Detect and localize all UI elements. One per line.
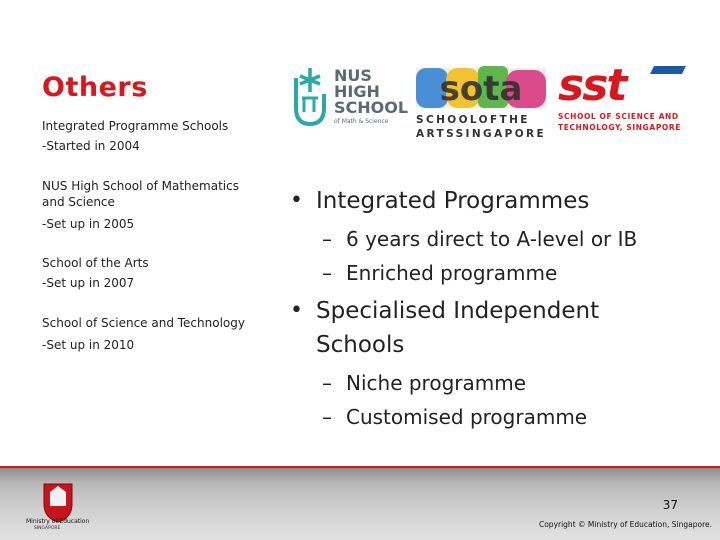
left-item-name: School of the Arts	[42, 256, 149, 270]
left-item-note: -Started in 2004	[42, 139, 140, 153]
nus-high-school-logo	[290, 64, 408, 130]
moe-subtitle: SINGAPORE	[34, 526, 61, 531]
sst-line2: TECHNOLOGY, SINGAPORE	[558, 123, 682, 132]
nus-line3: SCHOOL	[334, 98, 409, 117]
page-number: 37	[662, 498, 678, 512]
nus-emblem-icon	[290, 64, 330, 130]
nus-wordmark	[334, 68, 408, 116]
sub-bullet: – Niche programme	[288, 366, 708, 400]
sst-logo	[556, 62, 688, 138]
left-item-note: -Set up in 2005	[42, 217, 135, 231]
sota-word: sota	[439, 69, 523, 109]
left-item-note: -Set up in 2010	[42, 338, 135, 352]
bullet-integrated-programmes: • Integrated Programmes	[288, 184, 708, 218]
nus-subtitle: of Math & Science	[334, 118, 389, 125]
left-item-sota	[42, 255, 262, 291]
sota-wordmark-icon	[416, 64, 546, 110]
sst-word: sst	[558, 62, 626, 106]
sub-bullet: – 6 years direct to A-level or IB	[288, 222, 708, 256]
sota-line1: SCHOOLOFTHE	[416, 114, 530, 126]
sota-logo	[414, 64, 548, 142]
nus-line2: HIGH	[334, 82, 380, 101]
footer	[0, 468, 720, 540]
sota-line2: ARTSSINGAPORE	[416, 128, 547, 140]
left-item-note: -Set up in 2007	[42, 276, 135, 290]
sub-bullet: – Enriched programme	[288, 256, 708, 290]
slide-title: Others	[42, 72, 148, 103]
left-item-name: School of Science and Technology	[42, 316, 245, 330]
sst-line1: SCHOOL OF SCIENCE AND	[558, 112, 679, 121]
bullet-specialised-independent-schools: • Specialised Independent Schools	[288, 294, 646, 362]
copyright-text: Copyright © Ministry of Education, Singapore.	[538, 520, 712, 529]
sst-wordmark-icon	[556, 62, 688, 106]
left-item-name: Integrated Programme Schools	[42, 119, 229, 133]
bullet-list	[288, 184, 708, 434]
moe-label: Ministry of Education	[26, 518, 90, 525]
left-item-ip-schools	[42, 118, 262, 154]
left-item-name: NUS High School of Mathematics and Science	[42, 179, 239, 209]
left-item-nus-high	[42, 178, 252, 232]
nus-line1: NUS	[334, 66, 372, 85]
left-item-sst	[42, 315, 262, 353]
sub-bullet: – Customised programme	[288, 400, 708, 434]
